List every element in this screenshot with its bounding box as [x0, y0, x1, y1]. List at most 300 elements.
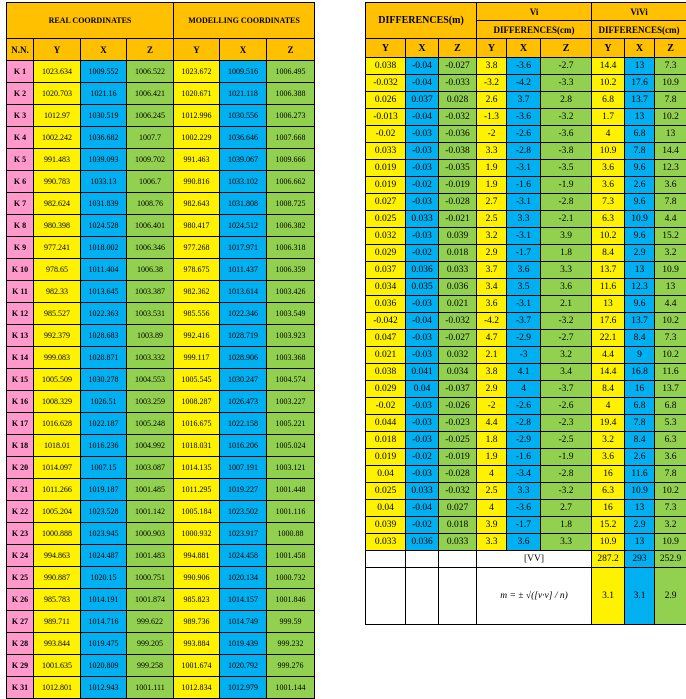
difference-m-cell: -0.042 — [366, 313, 406, 330]
coordinate-cell: 1019.439 — [220, 633, 267, 655]
difference-m-cell: 0.033 — [406, 483, 439, 500]
table-row — [366, 194, 686, 211]
col-x-header: X — [406, 39, 439, 58]
vi-cell: -3.6 — [541, 126, 592, 143]
point-name-cell: K 5 — [7, 149, 34, 171]
coordinate-cell: 1001.483 — [127, 545, 174, 567]
difference-m-cell: 0.044 — [366, 415, 406, 432]
vi-cell: -1.6 — [507, 449, 541, 466]
col-z-header: Z — [127, 39, 174, 61]
table-row — [366, 160, 686, 177]
coordinate-cell: 1014.097 — [34, 457, 81, 479]
coordinate-cell: 991.463 — [174, 149, 220, 171]
coordinate-cell: 1006.522 — [127, 61, 174, 83]
vi-cell: 2.7 — [541, 500, 592, 517]
difference-m-cell: 0.025 — [366, 211, 406, 228]
coordinate-cell: 989.736 — [174, 611, 220, 633]
vivi-cell: 13 — [655, 126, 686, 143]
coordinate-cell: 1006.346 — [127, 237, 174, 259]
point-name-cell: K 6 — [7, 171, 34, 193]
point-name-cell: K 29 — [7, 655, 34, 677]
difference-m-cell: -0.028 — [439, 466, 477, 483]
difference-m-cell: 0.035 — [406, 279, 439, 296]
coordinate-cell: 1013.614 — [220, 281, 267, 303]
vi-cell: 3.9 — [541, 228, 592, 245]
coordinate-cell: 1008.76 — [127, 193, 174, 215]
table-row — [366, 500, 686, 517]
point-name-cell: K 23 — [7, 523, 34, 545]
vivi-cell: 8.4 — [625, 432, 655, 449]
vi-cell: -3.3 — [541, 75, 592, 92]
vivi-cell: 10.2 — [655, 347, 686, 364]
coordinate-cell: 992.379 — [34, 325, 81, 347]
coordinate-cell: 1007.7 — [127, 127, 174, 149]
coordinate-cell: 1003.087 — [127, 457, 174, 479]
difference-m-cell: -0.019 — [439, 449, 477, 466]
difference-m-cell: 0.019 — [366, 449, 406, 466]
difference-m-cell: -0.032 — [439, 313, 477, 330]
vivi-cell: 13.7 — [625, 92, 655, 109]
difference-m-cell: -0.03 — [406, 432, 439, 449]
vi-cell: 1.8 — [477, 432, 507, 449]
vivi-cell: 10.9 — [655, 534, 686, 551]
coordinate-cell: 985.527 — [34, 303, 81, 325]
vivi-cell: 7.8 — [655, 92, 686, 109]
vivi-cell: 3.6 — [655, 449, 686, 466]
coordinate-cell: 1024.528 — [81, 215, 127, 237]
vi-cell: 2.9 — [477, 381, 507, 398]
difference-m-cell: 0.038 — [366, 364, 406, 381]
vivi-cell: 9 — [625, 347, 655, 364]
table-row — [366, 262, 686, 279]
vivi-cell: 6.8 — [655, 398, 686, 415]
vivi-cell: 15.2 — [592, 517, 625, 534]
coordinate-cell: 1036.682 — [81, 127, 127, 149]
coordinate-cell: 1006.245 — [127, 105, 174, 127]
col-z-header: Z — [267, 39, 315, 61]
vi-cell: -3.5 — [541, 160, 592, 177]
table-row — [7, 369, 315, 391]
vivi-cell: 17.6 — [592, 313, 625, 330]
vivi-cell: 4.4 — [655, 296, 686, 313]
vi-cell: 2.5 — [477, 211, 507, 228]
vi-cell: -1.7 — [507, 245, 541, 262]
vivi-cell: 3.6 — [655, 177, 686, 194]
coordinate-cell: 1006.382 — [267, 215, 315, 237]
vivi-cell: 13.7 — [592, 262, 625, 279]
vi-cell: 4.4 — [477, 415, 507, 432]
difference-m-cell: 0.025 — [366, 483, 406, 500]
vi-cell: -3.6 — [507, 58, 541, 75]
vv-y: 287.2 — [592, 551, 625, 568]
coordinate-cell: 1022.346 — [220, 303, 267, 325]
vi-cell: -4.2 — [477, 313, 507, 330]
coordinate-cell: 1002.229 — [174, 127, 220, 149]
coordinate-cell: 1001.458 — [267, 545, 315, 567]
point-name-cell: K 1 — [7, 61, 34, 83]
vivi-cell: 10.2 — [655, 313, 686, 330]
table-row — [7, 435, 315, 457]
table-row — [7, 259, 315, 281]
coordinate-cell: 1024.487 — [81, 545, 127, 567]
difference-m-cell: -0.027 — [439, 58, 477, 75]
coordinate-cell: 1022.158 — [220, 413, 267, 435]
coordinate-cell: 1039.067 — [220, 149, 267, 171]
difference-m-cell: -0.02 — [406, 449, 439, 466]
coordinate-cell: 1006.359 — [267, 259, 315, 281]
coordinate-cell: 977.268 — [174, 237, 220, 259]
coordinate-cell: 1011.404 — [81, 259, 127, 281]
table-row — [7, 479, 315, 501]
difference-m-cell: -0.035 — [439, 160, 477, 177]
vi-cell: -2.1 — [541, 211, 592, 228]
table-row — [7, 193, 315, 215]
vivi-differences-header: DIFFERENCES(cm) — [592, 21, 686, 39]
table-row — [366, 143, 686, 160]
table-row — [366, 279, 686, 296]
vivi-cell: 4 — [592, 126, 625, 143]
point-name-cell: K 24 — [7, 545, 34, 567]
vivi-cell: 3.2 — [655, 245, 686, 262]
vi-cell: 3.3 — [541, 262, 592, 279]
coordinate-cell: 1011.437 — [220, 259, 267, 281]
table-row — [7, 545, 315, 567]
table-row — [7, 677, 315, 699]
vi-cell: 3.4 — [541, 364, 592, 381]
difference-m-cell: 0.021 — [366, 347, 406, 364]
vi-cell: -4.2 — [507, 75, 541, 92]
vi-cell: 3.6 — [477, 296, 507, 313]
vi-cell: 3.8 — [477, 58, 507, 75]
vivi-cell: 10.9 — [592, 534, 625, 551]
difference-m-cell: -0.03 — [406, 126, 439, 143]
vi-cell: -3.2 — [541, 109, 592, 126]
difference-m-cell: -0.03 — [406, 228, 439, 245]
vivi-cell: 6.3 — [592, 483, 625, 500]
col-z-header: Z — [439, 39, 477, 58]
vivi-cell: 10.9 — [592, 143, 625, 160]
coordinate-cell: 1022.363 — [81, 303, 127, 325]
coordinate-cell: 1011.295 — [174, 479, 220, 501]
table-row — [7, 237, 315, 259]
coordinate-cell: 978.675 — [174, 259, 220, 281]
vivi-cell: 8.4 — [592, 381, 625, 398]
table-row — [366, 364, 686, 381]
coordinate-cell: 1028.683 — [81, 325, 127, 347]
vivi-cell: 2.6 — [625, 177, 655, 194]
vi-cell: 1.9 — [477, 177, 507, 194]
vi-cell: -3.2 — [477, 75, 507, 92]
vivi-cell: 7.3 — [655, 58, 686, 75]
coordinate-cell: 1006.388 — [267, 83, 315, 105]
point-name-cell: K 18 — [7, 435, 34, 457]
vi-cell: -2.9 — [507, 432, 541, 449]
vi-cell: 1.8 — [541, 517, 592, 534]
coordinate-cell: 1006.495 — [267, 61, 315, 83]
point-name-cell: K 10 — [7, 259, 34, 281]
point-name-cell: K 11 — [7, 281, 34, 303]
vi-cell: -2 — [477, 126, 507, 143]
coordinate-cell: 1030.247 — [220, 369, 267, 391]
difference-m-cell: 0.037 — [406, 92, 439, 109]
vi-cell: -3.7 — [507, 313, 541, 330]
coordinate-cell: 994.863 — [34, 545, 81, 567]
table-row — [7, 391, 315, 413]
vivi-cell: 10.2 — [655, 483, 686, 500]
difference-m-cell: 0.036 — [439, 279, 477, 296]
coordinate-cell: 1003.89 — [127, 325, 174, 347]
difference-m-cell: -0.03 — [406, 347, 439, 364]
mean-error-formula: m = ± √([v·v] / n) — [477, 568, 592, 625]
point-name-cell: K 9 — [7, 237, 34, 259]
coordinate-cell: 1006.662 — [267, 171, 315, 193]
table-row — [7, 633, 315, 655]
vi-cell: 3.4 — [477, 279, 507, 296]
coordinate-cell: 1003.227 — [267, 391, 315, 413]
vivi-cell: 2.9 — [625, 517, 655, 534]
coordinate-cell: 999.232 — [267, 633, 315, 655]
vi-cell: 3.2 — [541, 347, 592, 364]
point-name-cell: K 31 — [7, 677, 34, 699]
coordinate-cell: 1012.979 — [220, 677, 267, 699]
vivi-cell: 6.8 — [592, 92, 625, 109]
vi-cell: -3.2 — [541, 483, 592, 500]
point-name-cell: K 22 — [7, 501, 34, 523]
col-y-header: Y — [477, 39, 507, 58]
vivi-cell: 16 — [592, 466, 625, 483]
vv-z: 252.9 — [655, 551, 686, 568]
coordinate-cell: 994.881 — [174, 545, 220, 567]
point-name-cell: K 13 — [7, 325, 34, 347]
vivi-cell: 16 — [625, 381, 655, 398]
coordinate-cell: 999.205 — [127, 633, 174, 655]
coordinate-cell: 990.906 — [174, 567, 220, 589]
point-name-cell: K 26 — [7, 589, 34, 611]
table-row — [7, 105, 315, 127]
vivi-cell: 11.6 — [655, 364, 686, 381]
differences-table — [365, 2, 686, 625]
vi-cell: 4.7 — [477, 330, 507, 347]
point-name-cell: K 12 — [7, 303, 34, 325]
coordinate-cell: 1019.227 — [220, 479, 267, 501]
table-row — [7, 281, 315, 303]
vi-cell: 3.3 — [477, 143, 507, 160]
table-row — [366, 449, 686, 466]
coordinate-cell: 991.483 — [34, 149, 81, 171]
vi-cell: -2.8 — [541, 194, 592, 211]
coordinate-cell: 1012.996 — [174, 105, 220, 127]
coordinate-cell: 993.884 — [174, 633, 220, 655]
difference-m-cell: -0.03 — [406, 398, 439, 415]
vi-cell: -2.6 — [541, 398, 592, 415]
vi-cell: 3.6 — [541, 279, 592, 296]
vivi-cell: 13 — [625, 534, 655, 551]
vi-cell: -3.4 — [507, 466, 541, 483]
coordinate-cell: 982.362 — [174, 281, 220, 303]
coordinate-cell: 1033.13 — [81, 171, 127, 193]
vi-cell: -1.9 — [541, 177, 592, 194]
coordinate-cell: 1016.675 — [174, 413, 220, 435]
coordinate-cell: 1005.221 — [267, 413, 315, 435]
vi-cell: 2.8 — [541, 92, 592, 109]
difference-m-cell: -0.03 — [406, 194, 439, 211]
coordinate-cell: 1001.116 — [267, 501, 315, 523]
coordinate-cell: 982.33 — [34, 281, 81, 303]
vi-cell: 2.7 — [477, 194, 507, 211]
coordinate-cell: 1001.144 — [267, 677, 315, 699]
coordinate-cell: 1021.118 — [220, 83, 267, 105]
table-row — [366, 466, 686, 483]
coordinate-cell: 980.398 — [34, 215, 81, 237]
coordinate-cell: 1036.646 — [220, 127, 267, 149]
vivi-cell: 15.2 — [655, 228, 686, 245]
coordinate-cell: 1000.932 — [174, 523, 220, 545]
difference-m-cell: 0.038 — [366, 58, 406, 75]
table-row — [366, 313, 686, 330]
vivi-cell: 13 — [625, 58, 655, 75]
vivi-cell: 3.6 — [592, 177, 625, 194]
difference-m-cell: -0.023 — [439, 415, 477, 432]
difference-m-cell: -0.032 — [439, 109, 477, 126]
table-row — [366, 381, 686, 398]
vivi-cell: 6.8 — [625, 398, 655, 415]
vi-cell: -3.8 — [541, 143, 592, 160]
vivi-cell: 4.4 — [655, 211, 686, 228]
vi-cell: 3.3 — [507, 211, 541, 228]
point-name-cell: K 20 — [7, 457, 34, 479]
vi-cell: 4 — [477, 466, 507, 483]
coordinate-cell: 1019.475 — [81, 633, 127, 655]
difference-m-cell: 0.018 — [439, 517, 477, 534]
vi-cell: -2.7 — [541, 330, 592, 347]
vivi-cell: 7.8 — [625, 143, 655, 160]
vi-cell: -1.7 — [507, 517, 541, 534]
vi-cell: 1.9 — [477, 449, 507, 466]
coordinate-cell: 1005.545 — [174, 369, 220, 391]
vivi-cell: 1.7 — [592, 109, 625, 126]
vi-cell: 4 — [507, 381, 541, 398]
m-x: 3.1 — [625, 568, 655, 625]
difference-m-cell: -0.03 — [406, 160, 439, 177]
coordinate-cell: 993.844 — [34, 633, 81, 655]
vivi-cell: 3.2 — [655, 517, 686, 534]
coordinate-cell: 1001.142 — [127, 501, 174, 523]
col-y-header: Y — [366, 39, 406, 58]
difference-m-cell: 0.04 — [366, 466, 406, 483]
vv-x: 293 — [625, 551, 655, 568]
vi-cell: -1.6 — [507, 177, 541, 194]
difference-m-cell: 0.029 — [366, 381, 406, 398]
table-row — [7, 61, 315, 83]
coordinate-cell: 1001.874 — [127, 589, 174, 611]
coordinate-cell: 1007.15 — [81, 457, 127, 479]
differences-m-header: DIFFERENCES(m) — [366, 3, 477, 39]
table-row — [366, 92, 686, 109]
coordinate-cell: 999.117 — [174, 347, 220, 369]
vivi-cell: 14.4 — [592, 58, 625, 75]
coordinate-cell: 985.556 — [174, 303, 220, 325]
col-z-header: Z — [655, 39, 686, 58]
vivi-cell: 13 — [655, 279, 686, 296]
coordinate-cell: 985.823 — [174, 589, 220, 611]
col-z-header: Z — [541, 39, 592, 58]
coordinate-cell: 1000.888 — [34, 523, 81, 545]
coordinate-cell: 1014.191 — [81, 589, 127, 611]
vi-cell: 2.5 — [477, 483, 507, 500]
point-name-cell: K 15 — [7, 369, 34, 391]
vivi-cell: 10.9 — [655, 262, 686, 279]
difference-m-cell: 0.047 — [366, 330, 406, 347]
vivi-cell: 13 — [625, 109, 655, 126]
coordinate-cell: 980.417 — [174, 215, 220, 237]
table-row — [7, 83, 315, 105]
vi-cell: -2.8 — [507, 415, 541, 432]
coordinate-cell: 1003.368 — [267, 347, 315, 369]
vi-cell: -3.1 — [507, 228, 541, 245]
m-z: 2.9 — [655, 568, 686, 625]
difference-m-cell: 0.029 — [366, 245, 406, 262]
difference-m-cell: -0.032 — [439, 483, 477, 500]
point-name-cell: K 16 — [7, 391, 34, 413]
coordinate-cell: 1033.102 — [220, 171, 267, 193]
vivi-cell: 16 — [592, 500, 625, 517]
difference-m-cell: -0.03 — [406, 415, 439, 432]
vi-cell: 3.6 — [507, 262, 541, 279]
coordinate-cell: 1003.426 — [267, 281, 315, 303]
coordinate-cell: 1023.528 — [81, 501, 127, 523]
vi-cell: -2.3 — [541, 415, 592, 432]
coordinate-cell: 1002.242 — [34, 127, 81, 149]
coordinate-cell: 1020.15 — [81, 567, 127, 589]
point-name-cell: K 28 — [7, 633, 34, 655]
vivi-cell: 9.6 — [625, 194, 655, 211]
vivi-cell: 10.9 — [655, 75, 686, 92]
table-row — [366, 75, 686, 92]
point-name-cell: K 8 — [7, 215, 34, 237]
vivi-cell: 13.7 — [655, 381, 686, 398]
vivi-cell: 11.6 — [625, 466, 655, 483]
difference-m-cell: 0.036 — [406, 262, 439, 279]
m-y: 3.1 — [592, 568, 625, 625]
col-x-header: X — [625, 39, 655, 58]
point-name-cell: K 25 — [7, 567, 34, 589]
vivi-cell: 7.8 — [655, 194, 686, 211]
table-row — [7, 347, 315, 369]
coordinate-cell: 1017.971 — [220, 237, 267, 259]
difference-m-cell: 0.032 — [366, 228, 406, 245]
difference-m-cell: -0.04 — [406, 109, 439, 126]
difference-m-cell: 0.039 — [366, 517, 406, 534]
table-row — [366, 211, 686, 228]
coordinate-cell: 1001.485 — [127, 479, 174, 501]
vi-cell: -3.6 — [507, 109, 541, 126]
point-name-cell: K 14 — [7, 347, 34, 369]
coordinate-cell: 1012.97 — [34, 105, 81, 127]
coordinate-cell: 1008.287 — [174, 391, 220, 413]
coordinate-cell: 1013.645 — [81, 281, 127, 303]
point-name-cell: K 21 — [7, 479, 34, 501]
coordinate-cell: 1006.421 — [127, 83, 174, 105]
coordinate-cell: 1003.121 — [267, 457, 315, 479]
difference-m-cell: -0.03 — [406, 143, 439, 160]
coordinate-cell: 1031.808 — [220, 193, 267, 215]
vi-cell: -2 — [477, 398, 507, 415]
coordinate-cell: 1005.024 — [267, 435, 315, 457]
vi-differences-header: DIFFERENCES(cm) — [477, 21, 592, 39]
coordinate-cell: 1012.801 — [34, 677, 81, 699]
vi-cell: -2.5 — [541, 432, 592, 449]
difference-m-cell: 0.036 — [406, 534, 439, 551]
